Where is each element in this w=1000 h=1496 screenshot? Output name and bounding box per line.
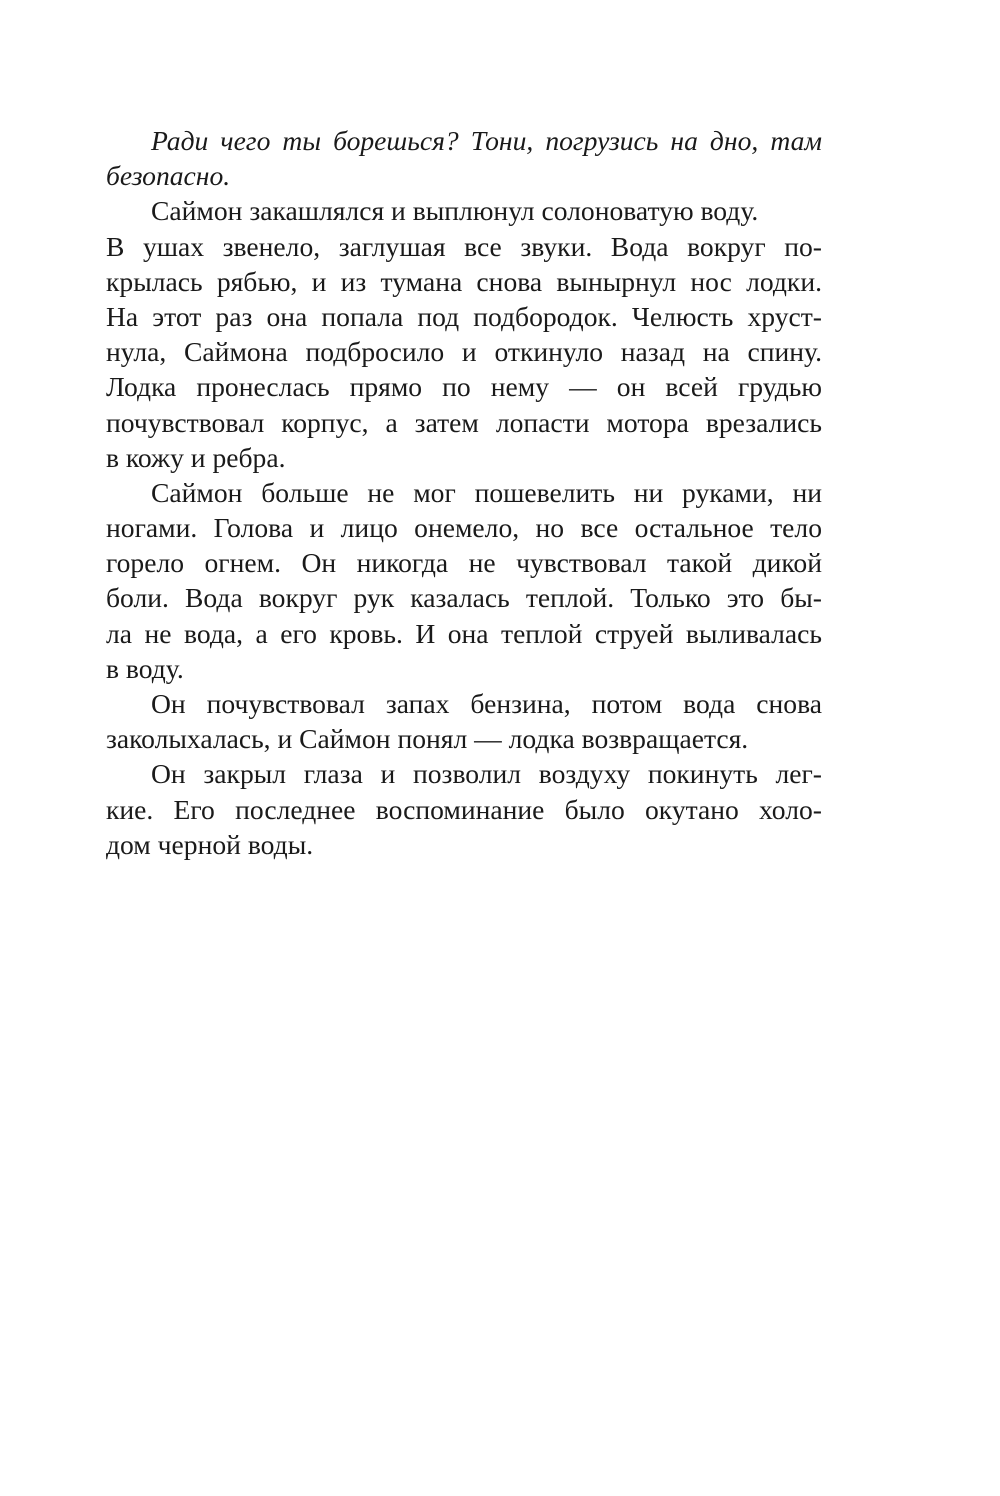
paragraph (106, 686, 822, 756)
text-line: боли. Вода вокруг рук казалась теплой. Только это бы- (106, 582, 822, 614)
paragraph (106, 475, 822, 686)
text-line: в воду. (106, 652, 184, 684)
text-line: Ради чего ты борешься? Тони, погрузись на дно, там (151, 125, 822, 156)
text-line: нула, Саймона подбросило и откинуло назад на спину. (106, 336, 822, 368)
text-line: дом черной воды. (106, 828, 314, 860)
text-line: На этот раз она попала под подбородок. Челюсть хруст- (106, 300, 822, 332)
text-line: почувствовал корпус, а затем лопасти мотора врезались (106, 406, 822, 438)
text-line: Он закрыл глаза и позволил воздуху покинуть лег- (151, 758, 822, 790)
text-line: Саймон закашлялся и выплюнул солоноватую воду. (151, 195, 759, 227)
paragraph (106, 193, 822, 475)
text-line: ла не вода, а его кровь. И она теплой струей выливалась (106, 617, 822, 649)
text-line: крылась рябью, и из тумана снова вынырнул нос лодки. (106, 265, 822, 297)
text-line: Лодка пронеслась прямо по нему — он всей грудью (106, 371, 822, 403)
book-page (106, 123, 822, 862)
text-line: В ушах звенело, заглушая все звуки. Вода вокруг по- (106, 230, 822, 262)
text-line: Саймон больше не мог пошевелить ни руками, ни (151, 476, 822, 508)
text-line: горело огнем. Он никогда не чувствовал такой дикой (106, 547, 822, 579)
text-line: Он почувствовал запах бензина, потом вода снова (151, 688, 822, 719)
text-line: кие. Его последнее воспоминание было окутано холо- (106, 793, 822, 825)
text-line: в кожу и ребра. (106, 441, 286, 473)
paragraph-italic-thought (106, 123, 822, 193)
text-line: безопасно. (106, 160, 231, 192)
text-line: заколыхалась, и Саймон понял — лодка возвращается. (106, 723, 749, 755)
paragraph (106, 756, 822, 862)
text-line: ногами. Голова и лицо онемело, но все остальное тело (106, 512, 822, 544)
